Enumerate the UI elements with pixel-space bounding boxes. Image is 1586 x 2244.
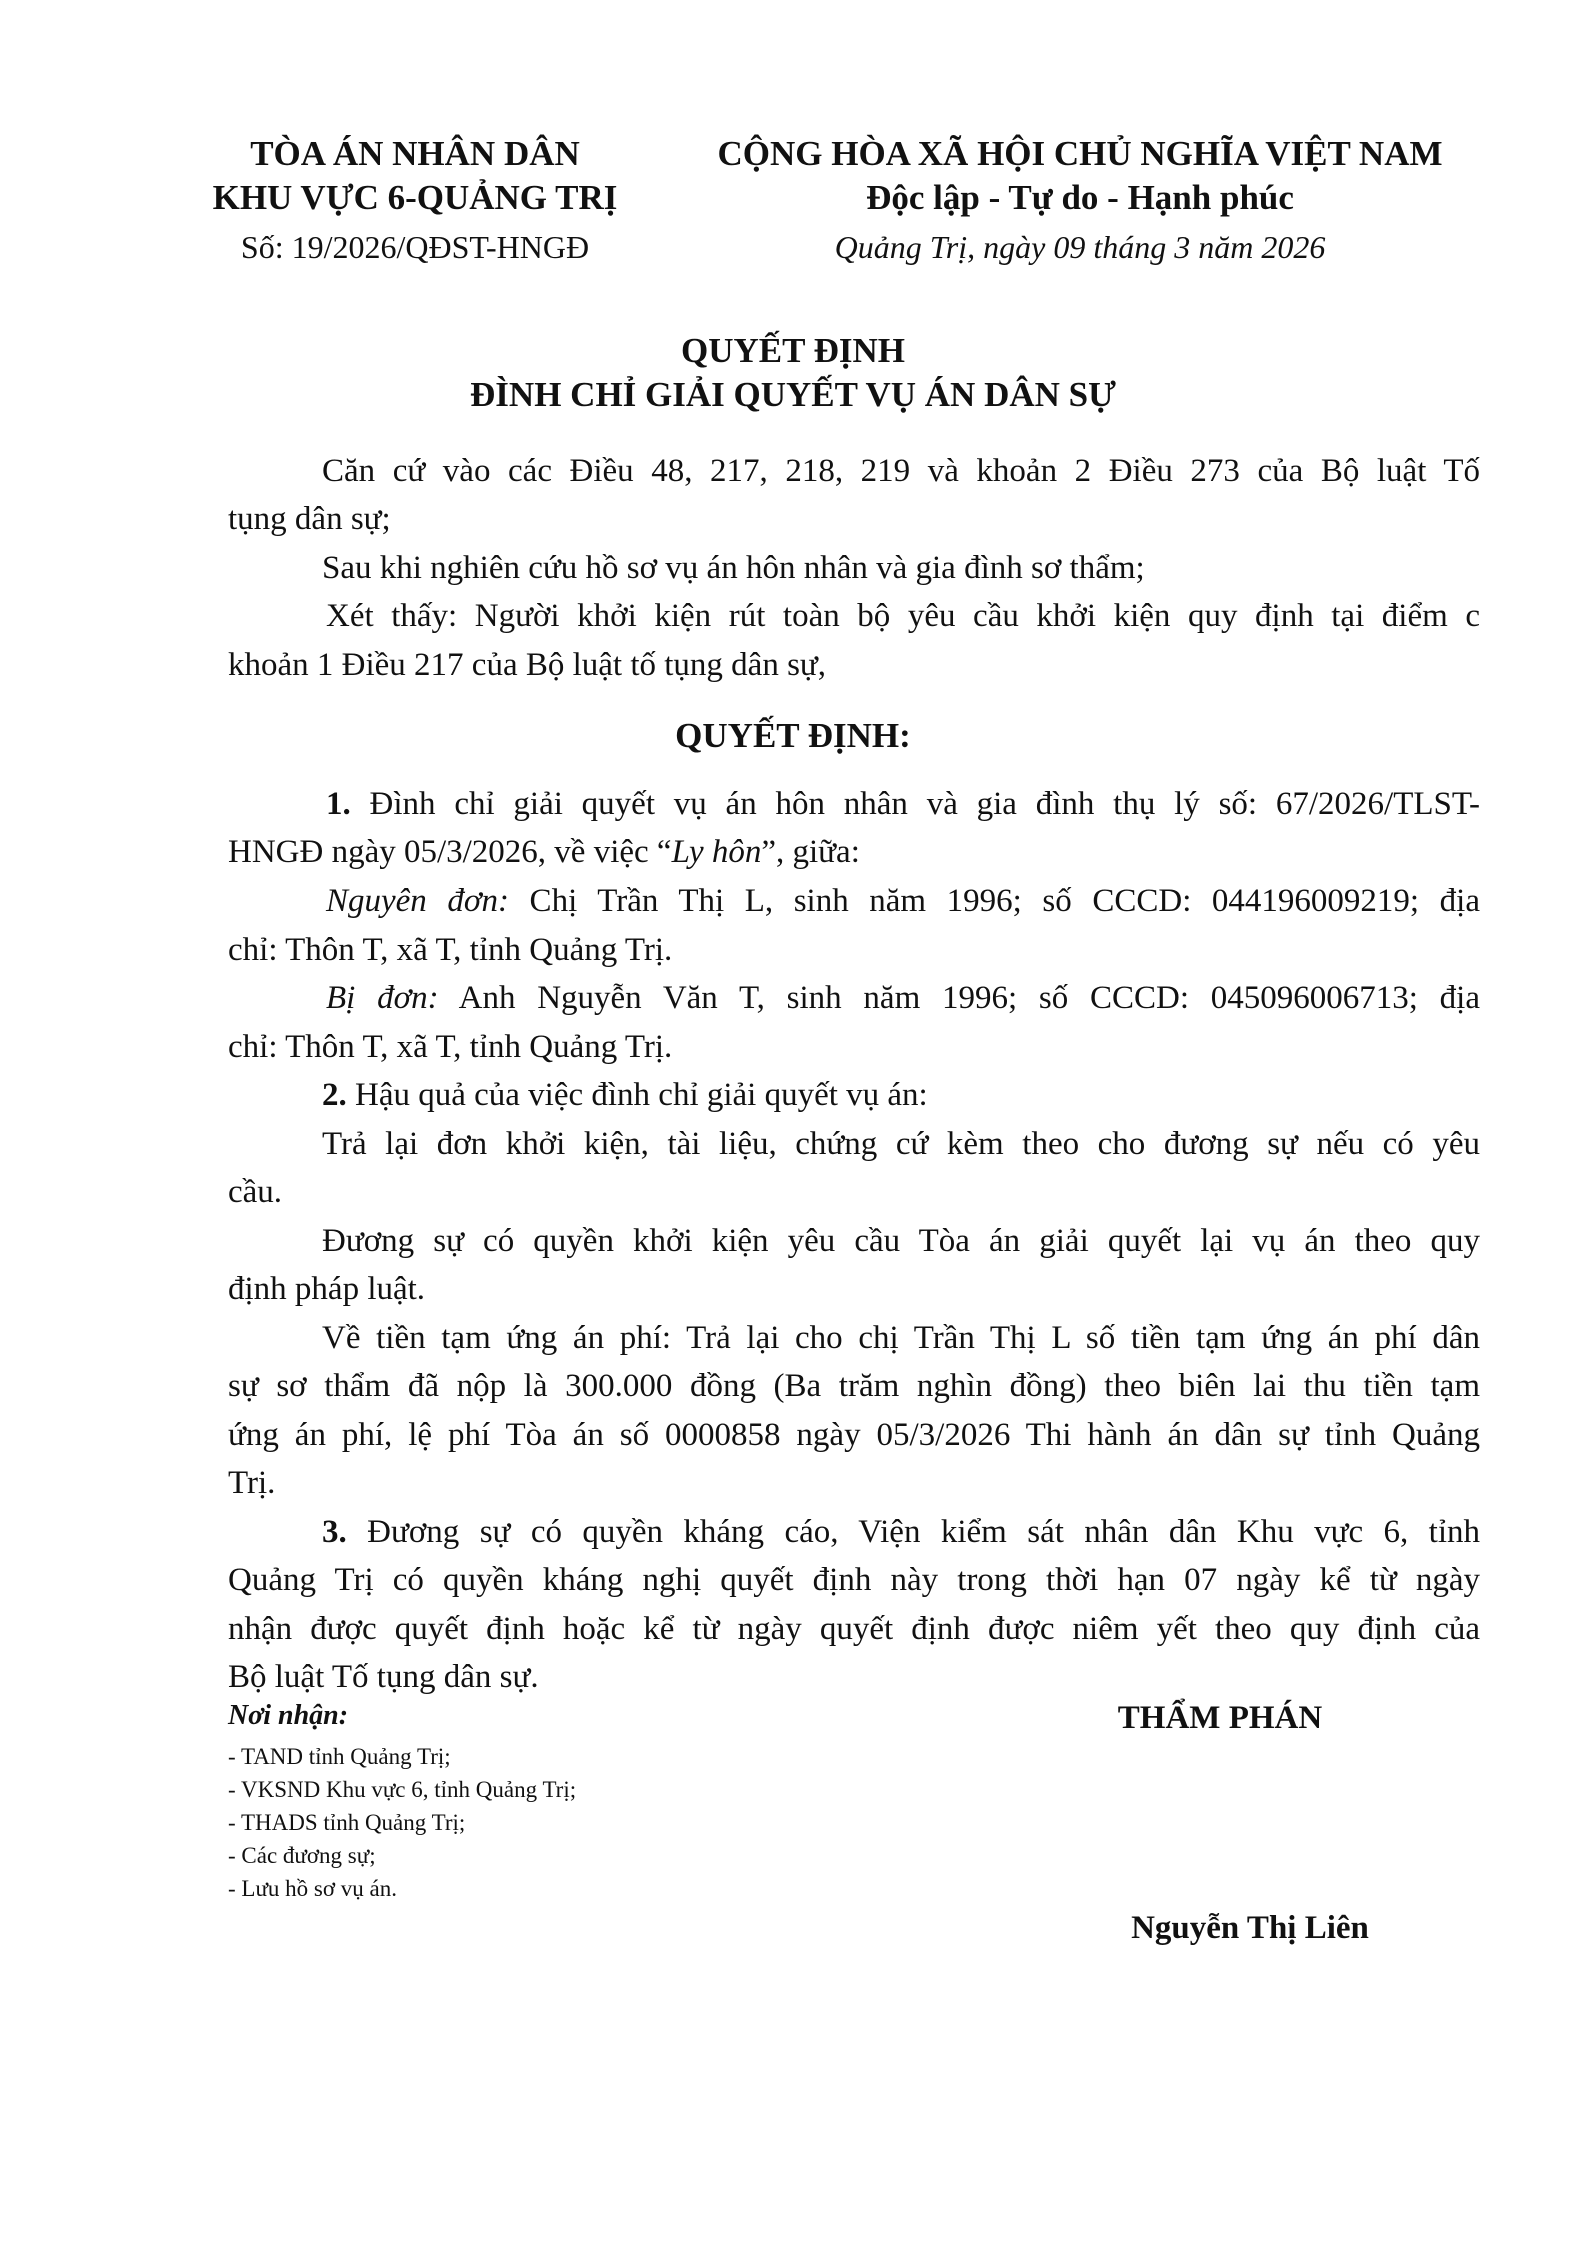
recipient-item: - THADS tỉnh Quảng Trị; <box>228 1810 466 1835</box>
document-title: QUYẾT ĐỊNH <box>681 331 905 370</box>
plaintiff-details: Chị Trần Thị L, sinh năm 1996; số CCCD: 044196009219; địa <box>508 883 1480 919</box>
preamble-finding-line2: khoản 1 Điều 217 của Bộ luật tố tụng dân sự, <box>228 647 827 683</box>
document-number: Số: 19/2026/QĐST-HNGĐ <box>240 229 590 265</box>
signer-role: THẨM PHÁN <box>1117 1700 1323 1736</box>
preamble-review: Sau khi nghiên cứu hồ sơ vụ án hôn nhân và gia đình sơ thẩm; <box>322 550 1145 586</box>
recipient-item: - VKSND Khu vực 6, tỉnh Quảng Trị; <box>228 1777 577 1802</box>
item1-line1 <box>326 788 1480 821</box>
defendant-line2: chỉ: Thôn T, xã T, tỉnh Quảng Trị. <box>228 1029 673 1065</box>
document-subtitle: ĐÌNH CHỈ GIẢI QUYẾT VỤ ÁN DÂN SỰ <box>470 375 1116 414</box>
item2-p3-line2: sự sơ thẩm đã nộp là 300.000 đồng (Ba trăm nghìn đồng) theo biên lai thu tiền tạm <box>228 1368 1480 1404</box>
defendant-line1 <box>326 982 1480 1015</box>
plaintiff-line2: chỉ: Thôn T, xã T, tỉnh Quảng Trị. <box>228 932 673 968</box>
item1-line2-a: HNGĐ ngày 05/3/2026, về việc “ <box>228 834 672 870</box>
item2-heading <box>322 1079 1480 1112</box>
item3-line4: Bộ luật Tố tụng dân sự. <box>228 1659 539 1695</box>
item3-line2: Quảng Trị có quyền kháng nghị quyết định này trong thời hạn 07 ngày kể từ ngày <box>228 1562 1480 1598</box>
recipient-item: - TAND tỉnh Quảng Trị; <box>228 1744 451 1769</box>
recipient-item: - Các đương sự; <box>228 1843 376 1868</box>
item3-text: Đương sự có quyền kháng cáo, Viện kiểm sát nhân dân Khu vực 6, tỉnh <box>346 1514 1480 1550</box>
item3-line3: nhận được quyết định hoặc kể từ ngày quyết định được niêm yết theo quy định của <box>228 1611 1480 1647</box>
court-name-line1: TÒA ÁN NHÂN DÂN <box>250 134 580 173</box>
item2-p3-line4: Trị. <box>228 1465 276 1501</box>
item3-number: 3. <box>322 1514 347 1550</box>
recipients-title: Nơi nhận: <box>228 1700 349 1731</box>
item2-heading-text: Hậu quả của việc đình chỉ giải quyết vụ án: <box>346 1077 928 1113</box>
item1-line2-b: ”, giữa: <box>761 834 860 870</box>
nation-motto: Độc lập - Tự do - Hạnh phúc <box>866 178 1294 217</box>
item2-p1-line2: cầu. <box>228 1174 283 1210</box>
recipient-item: - Lưu hồ sơ vụ án. <box>228 1876 397 1901</box>
plaintiff-label: Nguyên đơn: <box>326 883 509 919</box>
court-name-line2: KHU VỰC 6-QUẢNG TRỊ <box>212 178 618 217</box>
item2-p2-line2: định pháp luật. <box>228 1271 426 1307</box>
item1-line2 <box>228 836 1480 869</box>
item1-text: Đình chỉ giải quyết vụ án hôn nhân và gia đình thụ lý số: 67/2026/TLST- <box>350 786 1480 822</box>
place-date: Quảng Trị, ngày 09 tháng 3 năm 2026 <box>834 229 1326 265</box>
nation-name: CỘNG HÒA XÃ HỘI CHỦ NGHĨA VIỆT NAM <box>717 134 1443 173</box>
item2-number: 2. <box>322 1077 347 1113</box>
signer-name: Nguyễn Thị Liên <box>1131 1910 1369 1946</box>
preamble-legal-basis-line1: Căn cứ vào các Điều 48, 217, 218, 219 và khoản 2 Điều 273 của Bộ luật Tố <box>322 453 1480 489</box>
item2-p1-line1: Trả lại đơn khởi kiện, tài liệu, chứng cứ kèm theo cho đương sự nếu có yêu <box>322 1126 1480 1162</box>
case-type: Ly hôn <box>671 834 762 870</box>
preamble-finding-line1: Xét thấy: Người khởi kiện rút toàn bộ yêu cầu khởi kiện quy định tại điểm c <box>326 598 1480 634</box>
decision-heading: QUYẾT ĐỊNH: <box>675 716 911 755</box>
item2-p3-line3: ứng án phí, lệ phí Tòa án số 0000858 ngày 05/3/2026 Thi hành án dân sự tỉnh Quảng <box>228 1417 1480 1453</box>
preamble-legal-basis-line2: tụng dân sự; <box>228 501 391 537</box>
defendant-label: Bị đơn: <box>326 980 439 1016</box>
item2-p3-line1: Về tiền tạm ứng án phí: Trả lại cho chị Trần Thị L số tiền tạm ứng án phí dân <box>322 1320 1480 1356</box>
item2-p2-line1: Đương sự có quyền khởi kiện yêu cầu Tòa án giải quyết lại vụ án theo quy <box>322 1223 1480 1259</box>
defendant-details: Anh Nguyễn Văn T, sinh năm 1996; số CCCD: 045096006713; địa <box>438 980 1480 1016</box>
item1-number: 1. <box>326 786 351 822</box>
plaintiff-line1 <box>326 885 1480 918</box>
item3-line1 <box>322 1516 1480 1549</box>
